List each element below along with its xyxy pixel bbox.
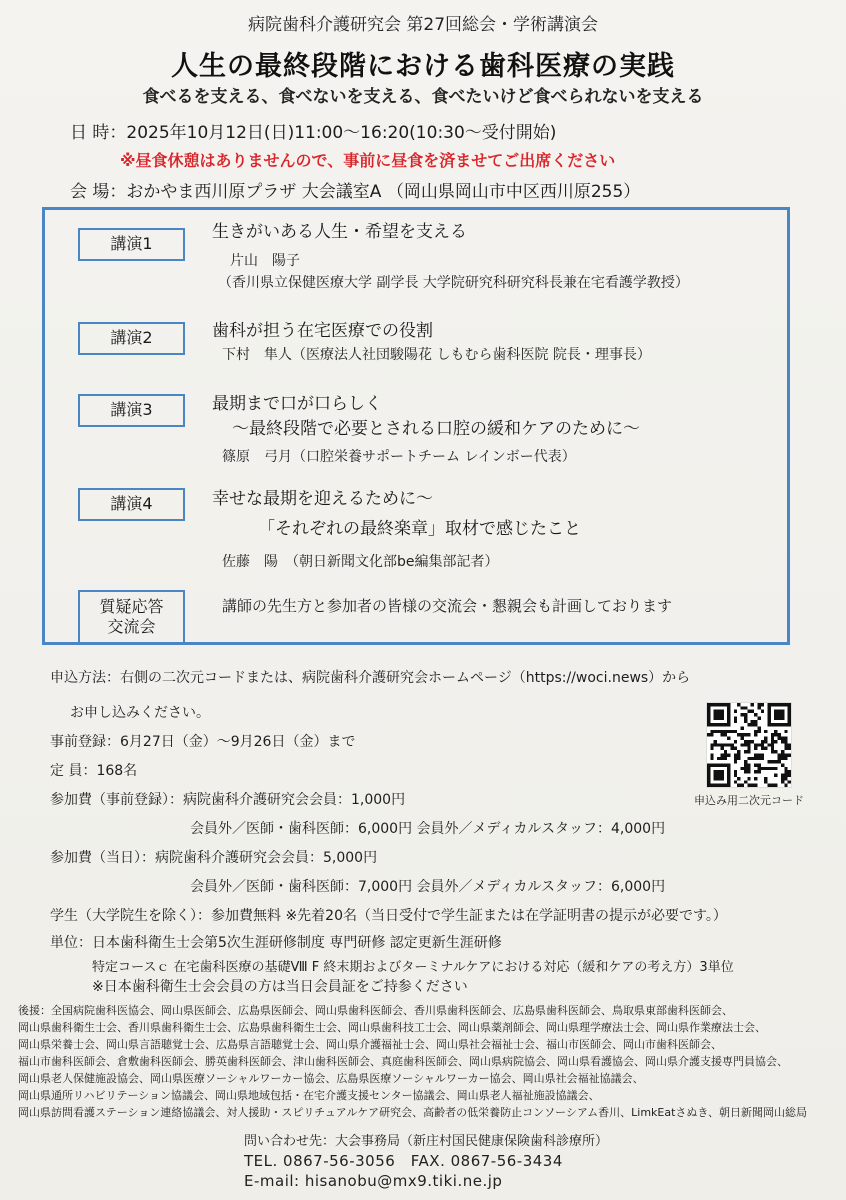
- qr-caption: 申込み用二次元コード: [694, 794, 804, 807]
- supporters-line: 岡山県老人保健施設協会、岡山県医療ソーシャルワーカー協会、広島県医療ソーシャルワーカー協会、岡山県社会福祉協議会、: [18, 1072, 644, 1085]
- event-series-title: 病院歯科介護研究会 第27回総会・学術講演会: [247, 15, 599, 35]
- supporters-line: 岡山県歯科衛生士会、香川県歯科衛生士会、広島県歯科衛生士会、岡山県歯科技工士会、岡山県薬剤師会、岡山県理学療法士会、岡山県作業療法士会、: [18, 1021, 766, 1034]
- student-fee: 学生（大学院生を除く）：参加費無料 ※先着20名（当日受付で学生証または在学証明書の提示が必要です。）: [50, 908, 727, 924]
- supporters-line: 岡山県通所リハビリテーション協議会、岡山県地域包括・在宅介護支援センター協議会、岡山県老人福祉施設協議会、: [18, 1089, 600, 1102]
- lecture-1-title: 生きがいある人生・希望を支える: [212, 222, 467, 242]
- lecture-3-subtitle: ～最終段階で必要とされる口腔の緩和ケアのために～: [232, 419, 640, 439]
- date-line: 日 時：2025年10月12日(日)11:00～16:20(10:30～受付開始): [70, 123, 557, 143]
- qa-tag-line1: 質疑応答: [99, 597, 164, 616]
- contact-tel-fax: TEL. 0867-56-3056 FAX. 0867-56-3434: [244, 1152, 563, 1170]
- venue-line: 会 場：おかやま西川原プラザ 大会議室A （岡山県岡山市中区西川原255）: [70, 182, 641, 202]
- lecture-3-tag: 講演3: [78, 394, 185, 427]
- registration-method-line2: お申し込みください。: [70, 705, 210, 721]
- lecture-4-subtitle: 「それぞれの最終楽章」取材で感じたこと: [258, 519, 581, 539]
- credit-line3: ※日本歯科衛生士会会員の方は当日会員証をご持参ください: [92, 979, 468, 995]
- lecture-1-tag: 講演1: [78, 228, 185, 261]
- fee-preregistration-member: 参加費（事前登録）：病院歯科介護研究会会員：1,000円: [50, 792, 406, 808]
- qr-code-icon[interactable]: [706, 702, 792, 788]
- supporters-line: 福山市歯科医師会、倉敷歯科医師会、勝英歯科医師会、津山歯科医師会、真庭歯科医師会、岡山県病院協会、岡山県看護協会、岡山県介護支援専門員協会、: [18, 1055, 788, 1068]
- credit-line2: 特定コースｃ 在宅歯科医療の基礎Ⅷ F 終末期およびターミナルケアにおける対応（緩和ケアの考え方）3単位: [92, 960, 734, 975]
- lunch-notice: ※昼食休憩はありませんので、事前に昼食を済ませてご出席ください: [120, 151, 616, 170]
- registration-method-line1: 申込方法：右側の二次元コードまたは、病院歯科介護研究会ホームページ（https://woci.news）から: [50, 670, 691, 686]
- lecture-1-speaker: 片山 陽子: [230, 253, 300, 269]
- credit-line1: 単位：日本歯科衛生士会第5次生涯研修制度 専門研修 認定更新生涯研修: [50, 935, 502, 951]
- lecture-2-tag: 講演2: [78, 322, 185, 355]
- fee-onsite-nonmember: 会員外／医師・歯科医師：7,000円 会員外／メディカルスタッフ：6,000円: [190, 879, 666, 895]
- supporters-line: 後援：全国病院歯科医協会、岡山県医師会、広島県医師会、岡山県歯科医師会、香川県歯科医師会、広島県歯科医師会、鳥取県東部歯科医師会、: [18, 1004, 733, 1017]
- lecture-2-title: 歯科が担う在宅医療での役割: [212, 321, 433, 341]
- qa-tag: [78, 590, 185, 644]
- lecture-4-tag: 講演4: [78, 488, 185, 521]
- lecture-1-affiliation: （香川県立保健医療大学 副学長 大学院研究科研究科長兼在宅看護学教授）: [218, 275, 689, 291]
- subtitle: 食べるを支える、食べないを支える、食べたいけど食べられないを支える: [142, 87, 704, 107]
- fee-onsite-member: 参加費（当日）：病院歯科介護研究会会員：5,000円: [50, 850, 378, 866]
- capacity: 定 員：168名: [50, 763, 138, 779]
- lecture-4-title: 幸せな最期を迎えるために～: [212, 489, 433, 509]
- lecture-4-speaker: 佐藤 陽 （朝日新聞文化部be編集部記者）: [222, 554, 499, 570]
- fee-preregistration-nonmember: 会員外／医師・歯科医師：6,000円 会員外／メディカルスタッフ：4,000円: [190, 821, 666, 837]
- contact-office: 問い合わせ先：大会事務局（新庄村国民健康保険歯科診療所）: [244, 1134, 609, 1149]
- qa-text: 講師の先生方と参加者の皆様の交流会・懇親会も計画しております: [222, 597, 673, 615]
- lecture-3-title: 最期まで口が口らしく: [212, 394, 382, 414]
- contact-email[interactable]: E-mail: hisanobu@mx9.tiki.ne.jp: [244, 1172, 503, 1190]
- lecture-2-speaker: 下村 隼人（医療法人社団駿陽花 しもむら歯科医院 院長・理事長）: [222, 347, 651, 363]
- supporters-line: 岡山県栄養士会、岡山県言語聴覚士会、広島県言語聴覚士会、岡山県介護福祉士会、岡山県社会福祉士会、福山市医師会、岡山市歯科医師会、: [18, 1038, 722, 1051]
- qa-tag-line2: 交流会: [107, 617, 156, 636]
- preregistration-period: 事前登録：6月27日（金）～9月26日（金）まで: [50, 734, 356, 750]
- supporters-line: 岡山県訪問看護ステーション連絡協議会、対人援助・スピリチュアルケア研究会、高齢者の低栄養防止コンソーシアム香川、LimkEatさぬき、朝日新聞岡山総局: [18, 1106, 807, 1119]
- main-title: 人生の最終段階における歯科医療の実践: [171, 51, 675, 82]
- supporters-list: [18, 1002, 807, 1121]
- lecture-3-speaker: 篠原 弓月（口腔栄養サポートチーム レインボー代表）: [222, 449, 576, 465]
